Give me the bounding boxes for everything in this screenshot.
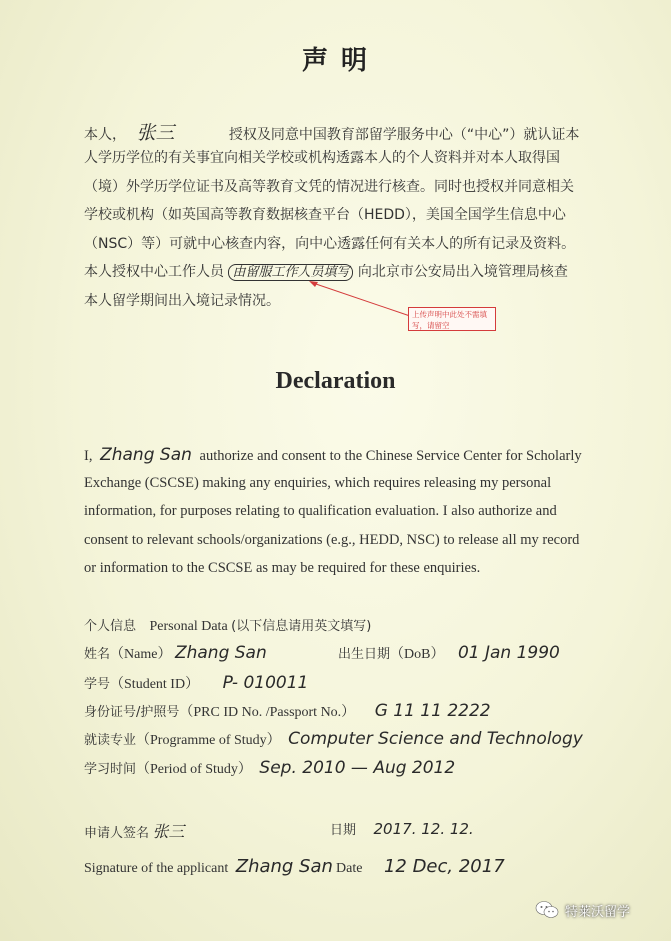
cn-paragraph-line-1 [84, 118, 579, 145]
prog-label-cn: 就读专业 [84, 733, 137, 748]
period-label-en: （Period of Study） [136, 762, 252, 777]
signature-en-field [84, 856, 333, 877]
en-line1-text: authorize and consent to the Chinese Service Center for Scholarly [199, 448, 582, 464]
personal-data-heading [84, 615, 371, 635]
id-passport-field [84, 701, 491, 721]
en-title: Declaration [275, 368, 396, 394]
annotation-arrow-icon [300, 276, 415, 326]
name-label-cn: 姓名 [84, 647, 111, 662]
date-en-field [336, 856, 505, 877]
cn-name-prefix: 本人， [84, 127, 126, 143]
name-value: Zhang San [174, 643, 267, 663]
wechat-icon [535, 900, 559, 920]
personal-heading-note: (以下信息请用英文填写) [231, 619, 372, 634]
watermark [535, 898, 630, 922]
date-cn-field [330, 819, 474, 839]
personal-heading-cn: 个人信息 [84, 619, 137, 634]
date-label-cn: 日期 [330, 823, 357, 838]
period-field [84, 758, 455, 778]
en-paragraph-line-4: consent to relevant schools/organizations (e.g., HEDD, NSC) to release all my record [84, 532, 580, 548]
period-value: Sep. 2010 — Aug 2012 [259, 758, 456, 778]
signature-label-en: Signature of the applicant [84, 861, 229, 876]
id-label-en: （PRC ID No. /Passport No.） [179, 705, 356, 720]
date-value-en: 12 Dec, 2017 [383, 856, 505, 877]
dob-label-cn: 出生日期 [338, 647, 391, 662]
signature-value-cn: 张三 [152, 822, 185, 841]
personal-heading-en: Personal Data [149, 619, 228, 634]
cn-paragraph-line-5: （NSC）等）可就中心核查内容，向中心透露任何有关本人的所有记录及资料。 [84, 236, 576, 252]
en-paragraph-line-1 [84, 445, 582, 465]
cn-paragraph-line-4: 学校或机构（如英国高等教育数据核查平台（HEDD），美国全国学生信息中心 [84, 207, 566, 223]
id-label-cn: 身份证号/护照号 [84, 705, 180, 720]
programme-value: Computer Science and Technology [288, 729, 583, 749]
sid-label-cn: 学号 [84, 677, 111, 692]
cn-line1-text: 授权及同意中国教育部留学服务中心（“中心”）就认证本 [228, 127, 580, 143]
name-field [84, 643, 267, 663]
annotation-note: 上传声明中此处不需填写，请留空 [408, 307, 496, 331]
signature-label-cn: 申请人签名 [84, 826, 150, 841]
cn-title: 声 明 [301, 46, 370, 76]
cn-handwritten-name: 张三 [136, 122, 175, 144]
en-paragraph-line-2: Exchange (CSCSE) making any enquiries, which requires releasing my personal [84, 475, 552, 491]
prog-label-en: （Programme of Study） [136, 733, 281, 748]
dob-label-en: （DoB） [390, 647, 445, 662]
programme-field [84, 729, 583, 749]
signature-value-en: Zhang San [235, 856, 333, 877]
student-id-value: P- 010011 [222, 673, 309, 693]
date-label-en: Date [336, 861, 363, 876]
cn-line6-suffix: 向北京市公安局出入境管理局核查 [357, 264, 568, 280]
cn-paragraph-line-2: 人学历学位的有关事宜向相关学校或机构透露本人的个人资料并对本人取得国 [84, 150, 560, 166]
en-paragraph-line-3: information, for purposes relating to qualification evaluation. I also authorize and [84, 503, 557, 519]
dob-field [338, 643, 560, 663]
en-name-prefix: I, [84, 448, 93, 464]
sid-label-en: （Student ID） [110, 677, 200, 692]
en-paragraph-line-5: or information to the CSCSE as may be required for these enquiries. [84, 560, 481, 576]
watermark-text: 特莱沃留学 [565, 904, 631, 920]
student-id-field [84, 673, 308, 693]
cn-line6-prefix: 本人授权中心工作人员 [84, 264, 224, 280]
id-passport-value: G 11 11 2222 [374, 701, 491, 721]
en-handwritten-name: Zhang San [100, 445, 192, 465]
signature-cn-field [84, 819, 185, 842]
cn-handwritten-staff-note: 由留服工作人员填写 [228, 264, 353, 281]
cn-paragraph-line-3: （境）外学历学位证书及高等教育文凭的情况进行核查。同时也授权并同意相关 [84, 179, 574, 195]
period-label-cn: 学习时间 [84, 762, 137, 777]
name-label-en: （Name） [110, 647, 172, 662]
date-value-cn: 2017. 12. 12. [373, 820, 474, 838]
cn-paragraph-line-7: 本人留学期间出入境记录情况。 [84, 293, 280, 309]
dob-value: 01 Jan 1990 [457, 643, 560, 663]
